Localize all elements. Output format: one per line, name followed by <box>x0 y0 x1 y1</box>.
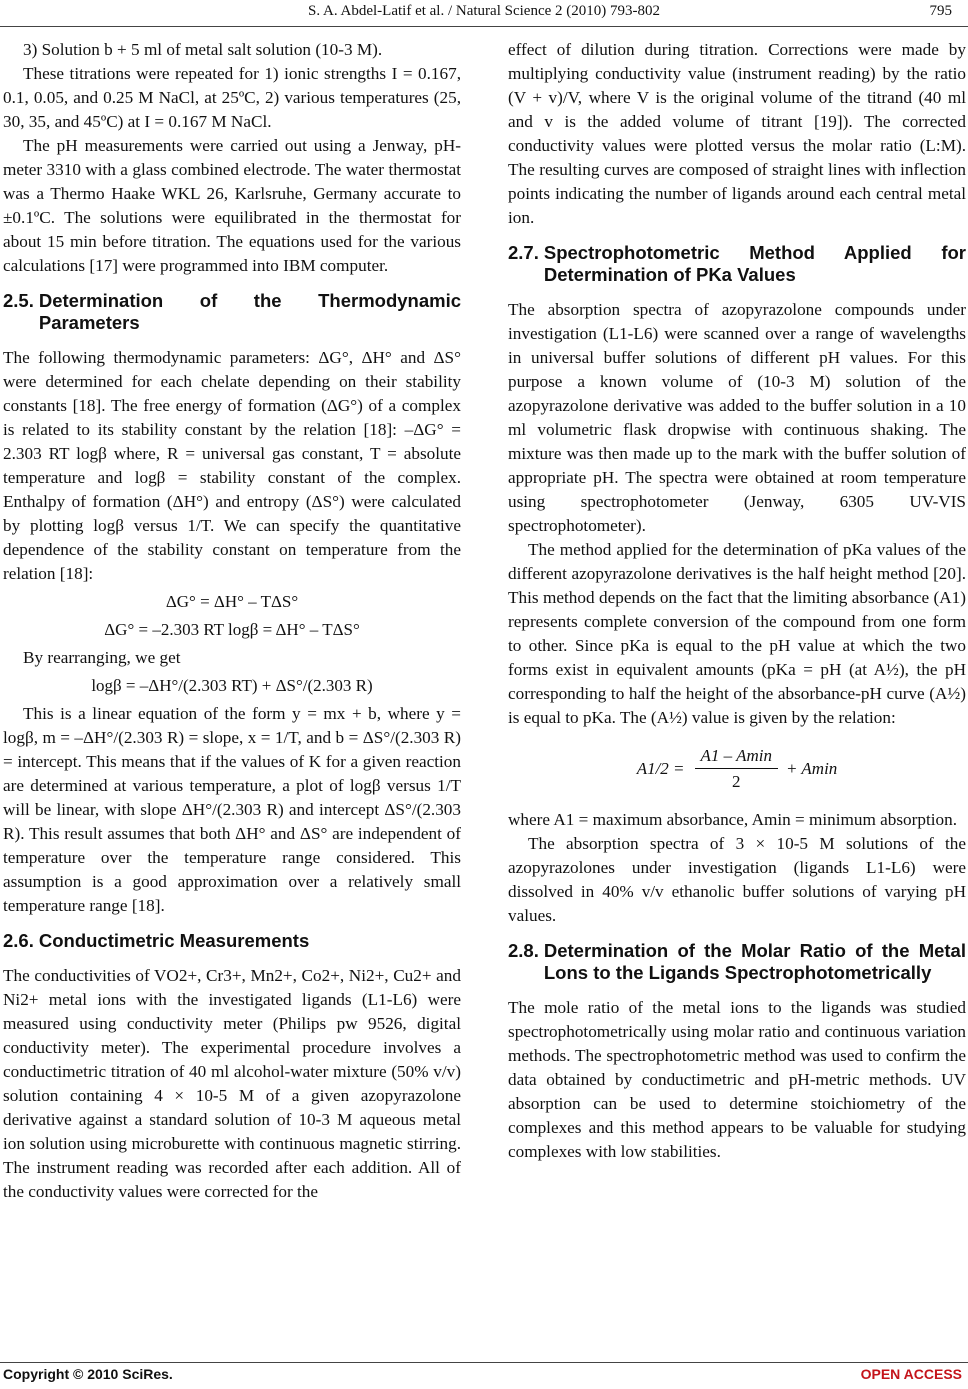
copyright-notice: Copyright © 2010 SciRes. <box>3 1366 173 1382</box>
equation-lhs: A1/2 = <box>636 759 685 778</box>
paragraph: The following thermodynamic parameters: ΔG°, ΔH° and ΔS° were determined for each chelate depending on their stability constants [18]. The free energy of formation (ΔG°) of a complex is related to its stability constant by the relation [18]: –ΔG° = 2.303 RT logβ where, R = universal gas constant, T = absolute temperature and logβ = stability constant of the complex. Enthalpy of formation (ΔH°) and entropy (ΔS°) were calculated by plotting logβ versus 1/T. We can specify the quantitative dependence of the stability constant on temperature from the relation [18]: <box>3 348 461 583</box>
section-heading-2-5 <box>3 290 461 334</box>
paragraph: The pH measurements were carried out using a Jenway, pH-meter 3310 with a glass combined electrode. The water thermostat was a Thermo Haake WKL 26, Karlsruhe, Germany accurate to ±0.1ºC. The solutions were equilibrated in the thermostat for about 15 min before titration. The equations used for the various calculations [17] were programmed into IBM computer. <box>3 136 461 275</box>
footer-rule <box>0 1362 968 1363</box>
section-heading-2-8 <box>508 940 966 984</box>
right-column <box>508 38 966 1164</box>
section-title: Conductimetric Measurements <box>38 930 310 951</box>
section-number: 2.8. <box>508 940 539 961</box>
paragraph: The method applied for the determination of pKa values of the different azopyrazolone derivatives is the half height method [20]. This method depends on the fact that the limiting absorbance (A1) represents complete conversion of the compound from one form to other. Since pKa is equal to the pH value at which the two forms exist in equivalent amounts (pKa = pH (at A½), the pH corresponding to half the height of the absorbance-pH curve (A½) is equal to pKa. The (A½) value is given by the relation: <box>508 540 966 727</box>
paragraph: where A1 = maximum absorbance, Amin = minimum absorption. <box>508 810 958 829</box>
paragraph: The mole ratio of the metal ions to the ligands was studied spectrophotometrically using molar ratio and continuous variation methods. The spectrophotometric method was used to confirm the data obtained by conductimetric and pH-metric methods. UV absorption can be used to determine stoichiometry of the complexes and this method appears to be valuable for studying complexes with low stabilities. <box>508 998 966 1161</box>
equation: ΔG° = –2.303 RT logβ = ΔH° – TΔS° <box>104 620 360 639</box>
open-access-label: OPEN ACCESS <box>860 1366 962 1382</box>
fraction <box>695 744 778 794</box>
section-title: Determination of the Thermodynamic Parameters <box>38 290 461 333</box>
header-rule <box>0 26 968 27</box>
equation: logβ = –ΔH°/(2.303 RT) + ΔS°/(2.303 R) <box>91 676 373 695</box>
paragraph: This is a linear equation of the form y = mx + b, where y = logβ, m = –ΔH°/(2.303 R) = slope, x = 1/T, and b = ΔS°/(2.303 R) = intercept. This means that if the values of K for a given reaction are determined at various temperature, a plot of logβ versus 1/T will be linear, with slope ΔH°/(2.303 R) and intercept ΔS°/(2.303 R). This result assumes that both ΔH° and ΔS° are independent of temperature over the temperature range considered. This assumption is a good approximation over a relatively small temperature range [18]. <box>3 704 461 915</box>
section-number: 2.6. <box>3 930 34 951</box>
section-title: Spectrophotometric Method Applied for Determination of PKa Values <box>543 242 966 285</box>
running-title: S. A. Abdel-Latif et al. / Natural Science 2 (2010) 793-802 <box>308 3 660 19</box>
section-heading-2-6 <box>3 930 461 952</box>
page-header <box>0 3 968 25</box>
paragraph: The absorption spectra of 3 × 10-5 M solutions of the azopyrazolones under investigation (ligands L1-L6) were dissolved in 40% v/v ethanolic buffer solutions of varying pH values. <box>508 834 966 925</box>
left-column <box>3 38 461 1204</box>
section-title: Determination of the Molar Ratio of the Metal Lons to the Ligands Spectrophotometrically <box>543 940 966 983</box>
paragraph: effect of dilution during titration. Corrections were made by multiplying conductivity value (instrument reading) by the ratio (V + v)/V, where V is the original volume of the titrand (40 ml and v is the added volume of titrant [19]). The corrected conductivity values were plotted versus the molar ratio (L:M). The resulting curves are composed of straight lines with inflection points indicating the number of ligands around each central metal ion. <box>508 40 966 227</box>
equation: ΔG° = ΔH° – TΔS° <box>165 592 299 611</box>
section-heading-2-7 <box>508 242 966 286</box>
paragraph: 3) Solution b + 5 ml of metal salt solution (10-3 M). <box>23 40 383 59</box>
section-number: 2.7. <box>508 242 539 263</box>
paragraph: The conductivities of VO2+, Cr3+, Mn2+, Co2+, Ni2+, Cu2+ and Ni2+ metal ions with the investigated ligands (L1-L6) were measured using conductivity meter (Philips pw 9526, digital conductivity meter). The experimental procedure involves a conductimetric titration of 40 ml alcohol-water mixture (50% v/v) solution containing 4 × 10-5 M of a given azopyrazolone derivative against a standard solution of 10-3 M aqueous metal ion solution using microburette with continuous magnetic stirring. The instrument reading was recorded after each addition. All of the conductivity values were corrected for the <box>3 966 461 1201</box>
section-number: 2.5. <box>3 290 34 311</box>
fraction-numerator: A1 – Amin <box>695 744 778 769</box>
fraction-denominator: 2 <box>732 772 741 791</box>
equation-rhs: + Amin <box>786 759 838 778</box>
paragraph: These titrations were repeated for 1) ionic strengths I = 0.167, 0.1, 0.05, and 0.25 M NaCl, at 25ºC, 2) various temperatures (25, 30, 35, and 45ºC) at I = 0.167 M NaCl. <box>3 64 461 131</box>
page-number: 795 <box>929 3 952 19</box>
paragraph: By rearranging, we get <box>23 648 181 667</box>
half-height-equation <box>508 744 966 794</box>
paragraph: The absorption spectra of azopyrazolone compounds under investigation (L1-L6) were scanned over a range of wavelengths in universal buffer solutions of different pH values. For this purpose a known volume of (10-3 M) solution of the azopyrazolone derivative was added to the buffer solution in a 10 ml volumetric flask dropwise with continuous shaking. The mixture was then made up to the mark with the buffer solution of appropriate pH. The spectra were obtained at room temperature using spectrophotometer (Jenway, 6305 UV-VIS spectrophotometer). <box>508 300 966 535</box>
